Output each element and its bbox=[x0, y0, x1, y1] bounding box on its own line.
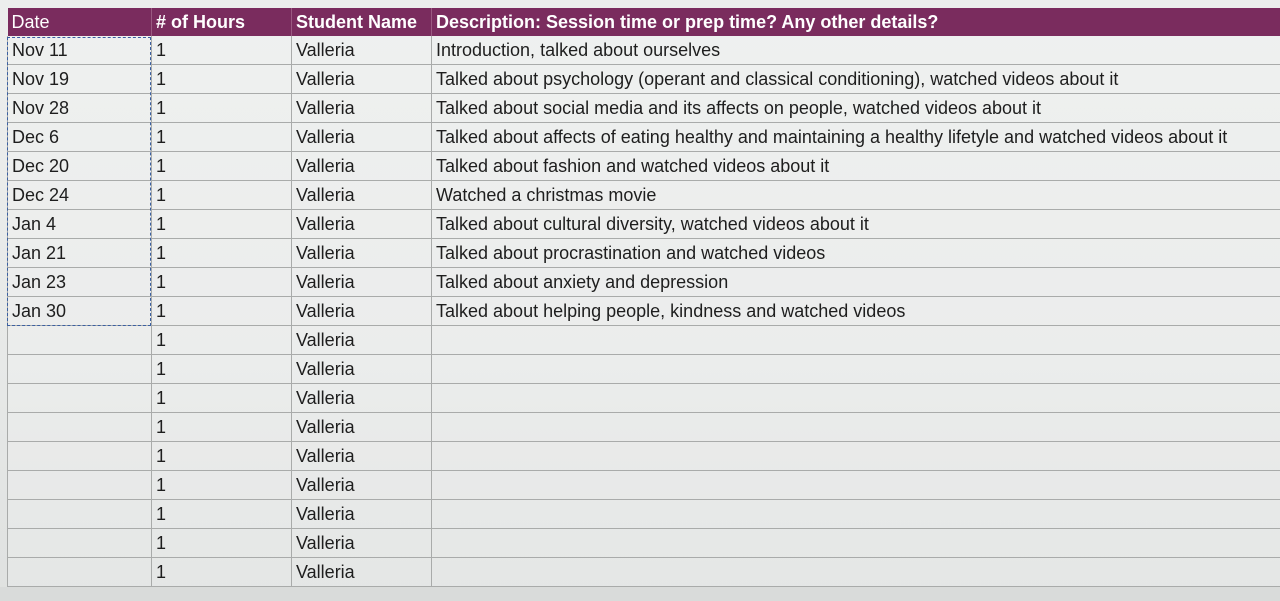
cell-date[interactable] bbox=[8, 413, 152, 442]
table-row bbox=[8, 152, 1280, 181]
cell-date[interactable]: Dec 24 bbox=[8, 181, 152, 210]
table-row bbox=[8, 384, 1280, 413]
cell-description[interactable]: Talked about psychology (operant and classical conditioning), watched videos about it bbox=[432, 65, 1280, 94]
cell-student-name[interactable]: Valleria bbox=[292, 152, 432, 181]
cell-hours[interactable]: 1 bbox=[152, 94, 292, 123]
cell-description[interactable] bbox=[432, 471, 1280, 500]
cell-student-name[interactable]: Valleria bbox=[292, 297, 432, 326]
cell-date[interactable]: Nov 11 bbox=[8, 36, 152, 65]
cell-student-name[interactable]: Valleria bbox=[292, 123, 432, 152]
cell-description[interactable]: Introduction, talked about ourselves bbox=[432, 36, 1280, 65]
cell-description[interactable]: Talked about social media and its affects on people, watched videos about it bbox=[432, 94, 1280, 123]
cell-description[interactable] bbox=[432, 558, 1280, 587]
cell-description[interactable] bbox=[432, 326, 1280, 355]
cell-hours[interactable]: 1 bbox=[152, 500, 292, 529]
column-header-description[interactable]: Description: Session time or prep time? Any other details? bbox=[432, 8, 1280, 36]
cell-date[interactable] bbox=[8, 471, 152, 500]
column-header-hours[interactable]: # of Hours bbox=[152, 8, 292, 36]
table-row bbox=[8, 355, 1280, 384]
cell-description[interactable] bbox=[432, 384, 1280, 413]
table-row bbox=[8, 413, 1280, 442]
table-row bbox=[8, 123, 1280, 152]
cell-student-name[interactable]: Valleria bbox=[292, 558, 432, 587]
cell-date[interactable] bbox=[8, 558, 152, 587]
cell-student-name[interactable]: Valleria bbox=[292, 529, 432, 558]
column-header-student-name[interactable]: Student Name bbox=[292, 8, 432, 36]
cell-student-name[interactable]: Valleria bbox=[292, 181, 432, 210]
table-row bbox=[8, 36, 1280, 65]
cell-description[interactable]: Talked about anxiety and depression bbox=[432, 268, 1280, 297]
cell-date[interactable] bbox=[8, 326, 152, 355]
cell-student-name[interactable]: Valleria bbox=[292, 413, 432, 442]
cell-student-name[interactable]: Valleria bbox=[292, 326, 432, 355]
table-row bbox=[8, 442, 1280, 471]
cell-date[interactable]: Jan 23 bbox=[8, 268, 152, 297]
bottom-edge bbox=[0, 587, 1280, 601]
cell-date[interactable]: Jan 30 bbox=[8, 297, 152, 326]
cell-hours[interactable]: 1 bbox=[152, 384, 292, 413]
cell-date[interactable]: Dec 6 bbox=[8, 123, 152, 152]
cell-description[interactable] bbox=[432, 413, 1280, 442]
cell-hours[interactable]: 1 bbox=[152, 239, 292, 268]
cell-hours[interactable]: 1 bbox=[152, 413, 292, 442]
cell-description[interactable]: Talked about affects of eating healthy and maintaining a healthy lifetyle and watched videos about it bbox=[432, 123, 1280, 152]
table-row bbox=[8, 268, 1280, 297]
cell-hours[interactable]: 1 bbox=[152, 558, 292, 587]
table-row bbox=[8, 297, 1280, 326]
cell-date[interactable]: Nov 28 bbox=[8, 94, 152, 123]
header-row bbox=[8, 8, 1280, 36]
cell-student-name[interactable]: Valleria bbox=[292, 210, 432, 239]
cell-student-name[interactable]: Valleria bbox=[292, 471, 432, 500]
cell-hours[interactable]: 1 bbox=[152, 471, 292, 500]
cell-hours[interactable]: 1 bbox=[152, 123, 292, 152]
cell-description[interactable]: Watched a christmas movie bbox=[432, 181, 1280, 210]
cell-description[interactable] bbox=[432, 500, 1280, 529]
table-row bbox=[8, 326, 1280, 355]
cell-hours[interactable]: 1 bbox=[152, 529, 292, 558]
cell-hours[interactable]: 1 bbox=[152, 152, 292, 181]
cell-hours[interactable]: 1 bbox=[152, 268, 292, 297]
column-header-date[interactable]: Date bbox=[8, 8, 152, 36]
cell-date[interactable]: Jan 21 bbox=[8, 239, 152, 268]
table-row bbox=[8, 500, 1280, 529]
cell-student-name[interactable]: Valleria bbox=[292, 355, 432, 384]
cell-date[interactable]: Nov 19 bbox=[8, 65, 152, 94]
cell-date[interactable] bbox=[8, 384, 152, 413]
cell-description[interactable] bbox=[432, 529, 1280, 558]
table-row bbox=[8, 529, 1280, 558]
table-row bbox=[8, 210, 1280, 239]
cell-description[interactable]: Talked about fashion and watched videos about it bbox=[432, 152, 1280, 181]
cell-date[interactable]: Jan 4 bbox=[8, 210, 152, 239]
cell-student-name[interactable]: Valleria bbox=[292, 268, 432, 297]
cell-date[interactable]: Dec 20 bbox=[8, 152, 152, 181]
table-row bbox=[8, 65, 1280, 94]
cell-hours[interactable]: 1 bbox=[152, 210, 292, 239]
cell-description[interactable] bbox=[432, 442, 1280, 471]
cell-student-name[interactable]: Valleria bbox=[292, 384, 432, 413]
cell-hours[interactable]: 1 bbox=[152, 297, 292, 326]
cell-date[interactable] bbox=[8, 442, 152, 471]
cell-student-name[interactable]: Valleria bbox=[292, 500, 432, 529]
table-row bbox=[8, 558, 1280, 587]
table-row bbox=[8, 239, 1280, 268]
cell-date[interactable] bbox=[8, 355, 152, 384]
cell-description[interactable]: Talked about procrastination and watched videos bbox=[432, 239, 1280, 268]
cell-student-name[interactable]: Valleria bbox=[292, 65, 432, 94]
cell-student-name[interactable]: Valleria bbox=[292, 239, 432, 268]
cell-hours[interactable]: 1 bbox=[152, 442, 292, 471]
table-row bbox=[8, 471, 1280, 500]
cell-hours[interactable]: 1 bbox=[152, 65, 292, 94]
cell-student-name[interactable]: Valleria bbox=[292, 36, 432, 65]
cell-description[interactable]: Talked about cultural diversity, watched videos about it bbox=[432, 210, 1280, 239]
cell-date[interactable] bbox=[8, 500, 152, 529]
cell-student-name[interactable]: Valleria bbox=[292, 94, 432, 123]
cell-date[interactable] bbox=[8, 529, 152, 558]
cell-student-name[interactable]: Valleria bbox=[292, 442, 432, 471]
cell-hours[interactable]: 1 bbox=[152, 355, 292, 384]
cell-description[interactable] bbox=[432, 355, 1280, 384]
cell-hours[interactable]: 1 bbox=[152, 181, 292, 210]
table-row bbox=[8, 181, 1280, 210]
hours-log-table bbox=[7, 8, 1280, 587]
table-row bbox=[8, 94, 1280, 123]
cell-hours[interactable]: 1 bbox=[152, 326, 292, 355]
table-body bbox=[8, 36, 1280, 587]
cell-hours[interactable]: 1 bbox=[152, 36, 292, 65]
cell-description[interactable]: Talked about helping people, kindness and watched videos bbox=[432, 297, 1280, 326]
